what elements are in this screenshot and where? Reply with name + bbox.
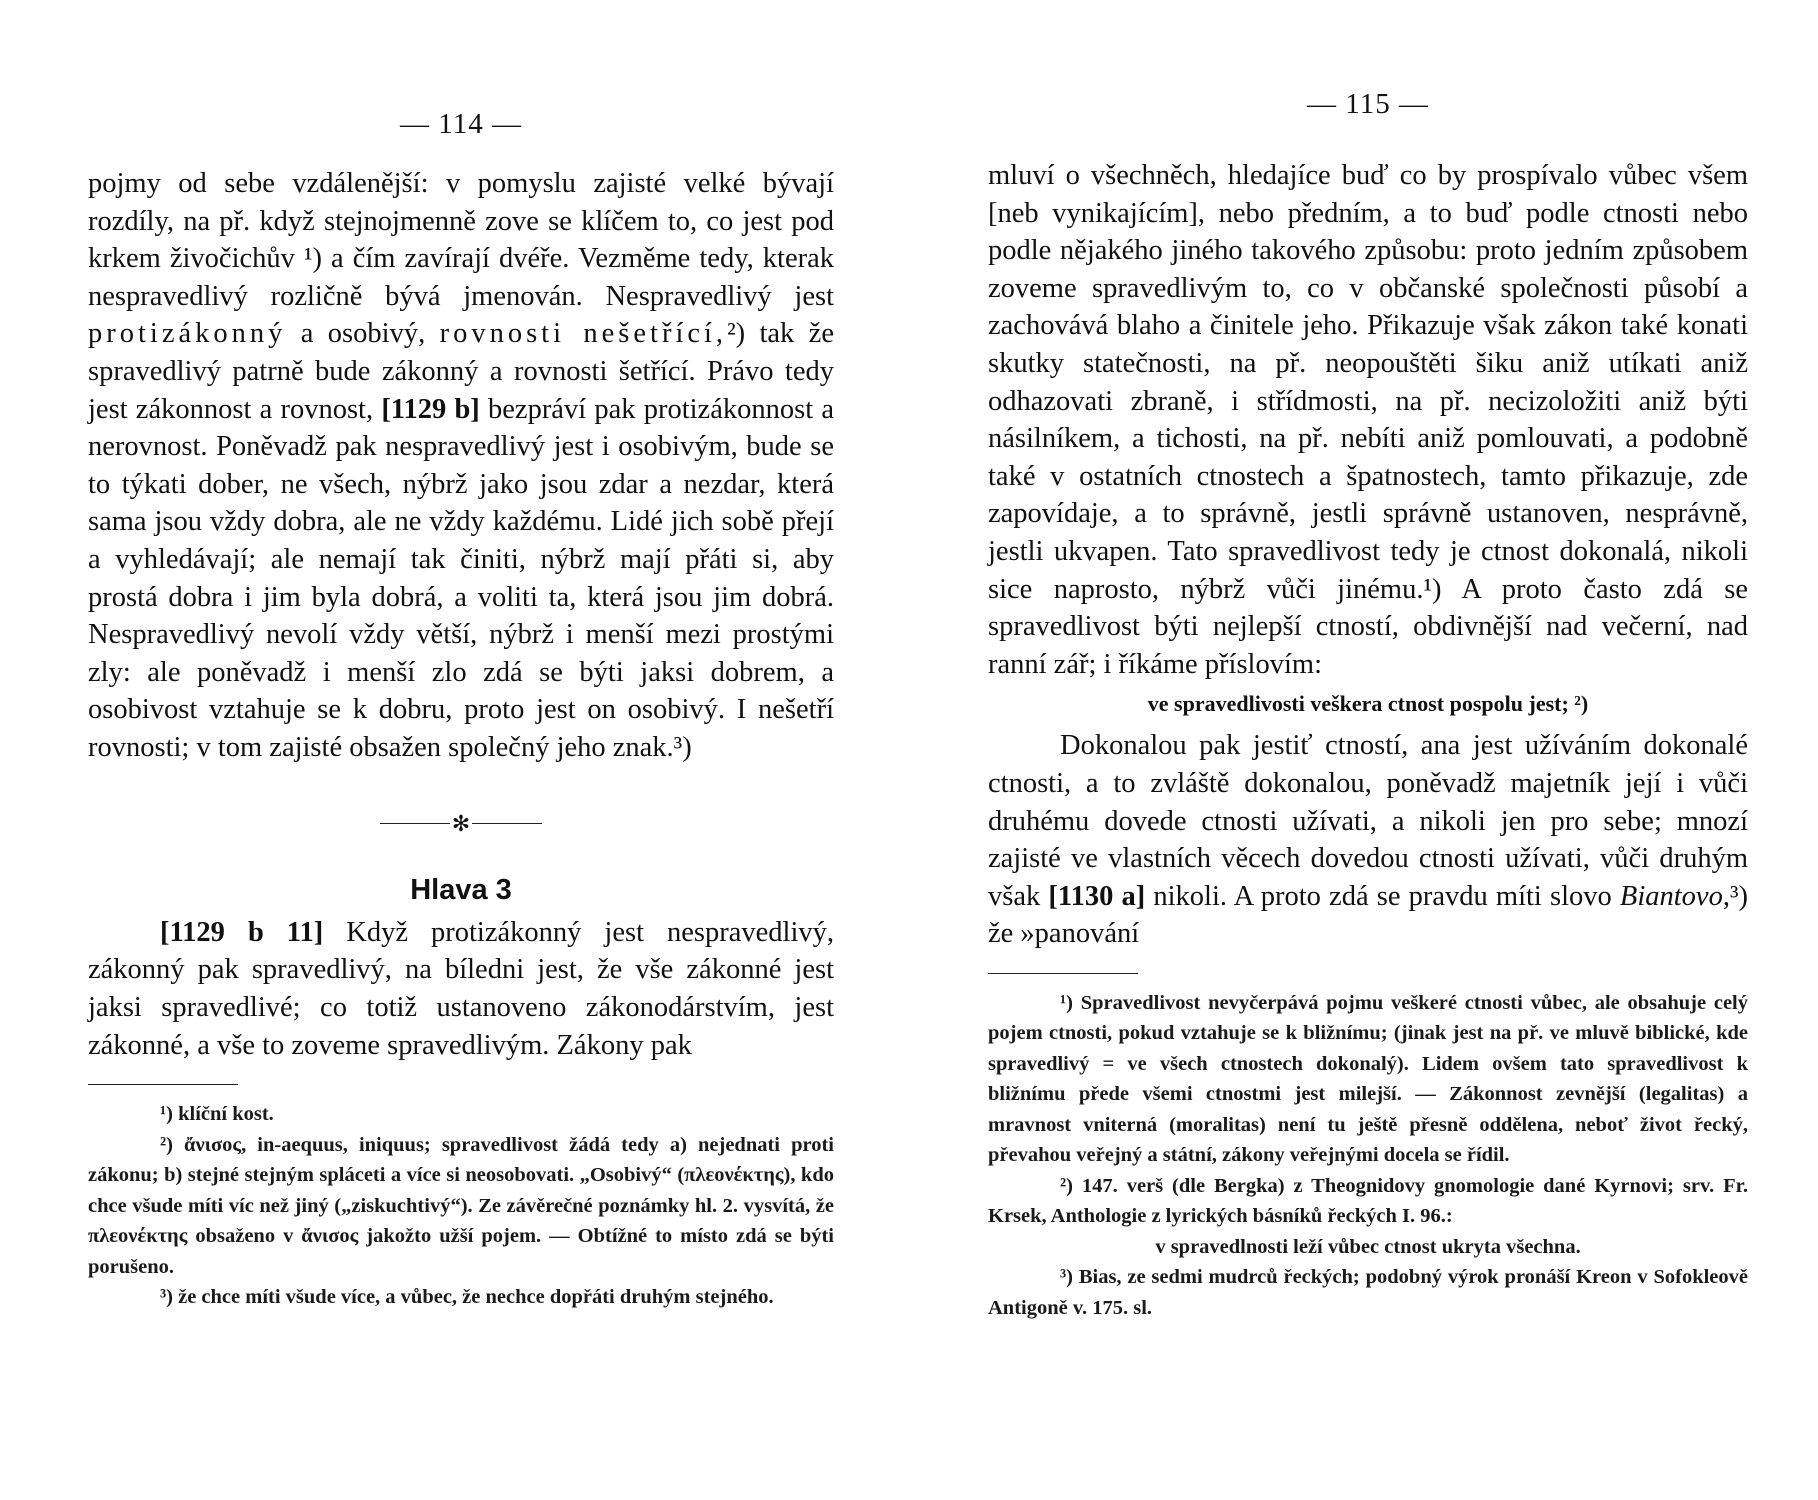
- divider-line: [380, 823, 450, 824]
- left-body-text: [88, 165, 834, 1064]
- footnote-verse: v spravedlnosti leží vůbec ctnost ukryta všechna.: [1155, 1235, 1581, 1258]
- divider-line: [472, 823, 542, 824]
- asterisk-mark: ✻: [451, 810, 471, 836]
- footnote: ²) ἄνισος, in-aequus, iniquus; spravedlivost žádá tedy a) nejednati proti zákonu; b) stejné stejným spláceti a více si neosobovati. „Osobivý“ (πλεονέκτης), kdo chce všude míti víc než jiný („ziskuchtivý“). Ze závěrečné poznámky hl. 2. vysvítá, že πλεονέκτης obsaženo v ἄνισος jakožto užší pojem. — Obtížné to místo zdá se býti porušeno.: [88, 1133, 834, 1278]
- bekker-reference: [1129 b 11]: [160, 916, 324, 948]
- footnote: ¹) Spravedlivost nevyčerpává pojmu veškeré ctnosti vůbec, ale obsahuje celý pojem ctnosti, pokud vztahuje se k bližnímu; (jinak jest na př. ve mluvě biblické, kde spravedlivý = ve všech ctnostech dokonalý). Lidem ovšem tato spravedlivost k bližnímu přede všemi ctnostmi jest milejší. — Zákonnost zevnější (legalitas) a mravnost vniterná (moralitas) není tu ještě přesně oddělena, neboť život řecký, převahou veřejný a státní, zákony veřejnými docela se řídil.: [988, 991, 1748, 1167]
- right-footnotes: [988, 988, 1748, 1324]
- text-run: nikoli. A proto zdá se pravdu míti slovo: [1145, 880, 1620, 912]
- paragraph: [988, 727, 1748, 953]
- text-run: ²) tak že spravedlivý patrně bude zákonný a rovnosti šetřící. Právo tedy jest zákonnost a rovnost,: [88, 318, 834, 425]
- paragraph: [88, 165, 834, 767]
- italic-name: Biantovo: [1619, 880, 1723, 912]
- bekker-reference: [1130 a]: [1048, 880, 1146, 912]
- footnote: ²) 147. verš (dle Bergka) z Theognidovy gnomologie dané Kyrnovi; srv. Fr. Krsek, Anthologie z lyrických básníků řeckých I. 96.:: [988, 1174, 1748, 1228]
- text-run: Když protizákonný jest nespravedlivý, zákonný pak spravedlivý, na bíledni jest, že vše zákonné jest jaksi spravedlivé; co totiž ustanoveno zákonodárstvím, jest zákonné, a vše to zoveme spravedlivým. Zákony pak: [88, 916, 834, 1061]
- footnote-rule: [88, 1084, 238, 1085]
- bekker-reference: [1129 b]: [381, 393, 480, 425]
- left-footnotes: [88, 1099, 834, 1313]
- page-number: — 114 —: [400, 108, 522, 140]
- footnote: ³) Bias, ze sedmi mudrců řeckých; podobný výrok pronáší Kreon v Sofokleově Antigoně v. 175. sl.: [988, 1266, 1748, 1319]
- text-run: pojmy od sebe vzdálenější: v pomyslu zajisté velké bývají rozdíly, na př. když stejnojmenně zove se klíčem to, co jest pod krkem živočichův ¹) a čím zavírají dvéře. Vezměme tedy, kterak nespravedlivý rozličně bývá jmenován. Nespravedlivý jest: [88, 168, 834, 312]
- right-page: [988, 0, 1748, 1323]
- text-run: a osobivý,: [286, 318, 440, 350]
- left-page: [88, 0, 834, 1313]
- emphasized-term: protizákonný: [88, 318, 287, 350]
- footnote: ³) že chce míti všude více, a vůbec, že nechce dopřáti druhým stejného.: [160, 1286, 774, 1309]
- paragraph: mluví o všechněch, hledajíce buď co by prospívalo vůbec všem [neb vynikajícím], nebo předním, a to buď podle ctnosti nebo podle nějakého jiného takového způsobu: proto jedním způsobem zoveme spravedlivým to, co v občanské společnosti působí a zachovává blaho a činitele jeho. Přikazuje však zákon také konati skutky statečnosti, na př. neopouštěti šiku aniž utíkati aniž odhazovati zbraně, i střídmosti, na př. necizoložiti aniž býti násilníkem, a tichosti, na př. nebíti aniž pomlouvati, a podobně také v ostatních ctnostech a špatnostech, tamto přikazuje, zde zapovídaje, a to správně, jestli správně ustanoven, nesprávně, jestli ukvapen. Tato spravedlivost tedy je ctnost dokonalá, nikoli sice naprosto, nýbrž vůči jinému.¹) A proto často zdá se spravedlivost býti nejlepší ctností, obdivnější nad večerní, nad ranní zář; i říkáme příslovím:: [988, 160, 1748, 680]
- text-run: bezpráví pak protizákonnost a nerovnost. Poněvadž pak nespravedlivý jest i osobivým, bude se to týkati dober, ne všech, nýbrž jako jsou zdar a nezdar, která sama jsou vždy dobra, ale ne vždy každému. Lidé jich sobě přejí a vyhledávají; ale nemají tak činiti, nýbrž mají přáti si, aby prostá dobra i jim byla dobrá, a voliti ta, která jsou jim dobrá. Nespravedlivý nevolí vždy větší, nýbrž i menší mezi prostými zly: ale poněvadž i menší zlo zdá se býti jaksi dobrem, a osobivost vztahuje se k dobru, proto jest on osobivý. I nešetří rovnosti; v tom zajisté obsažen společný jeho znak.³): [88, 393, 834, 763]
- text-run: ,³) že »panování: [988, 880, 1748, 950]
- paragraph: [88, 914, 834, 1064]
- quoted-verse: ve spravedlivosti veškera ctnost pospolu jest; ²): [1147, 691, 1589, 717]
- page-number: — 115 —: [1307, 88, 1429, 120]
- footnote: ¹) klíční kost.: [160, 1103, 274, 1126]
- footnote-rule: [988, 973, 1138, 974]
- text-run: Dokonalou pak jestiť ctností, ana jest užíváním dokonalé ctnosti, a to zvláště dokonalou, poněvadž majetník její i vůči druhému dovede ctnosti užívati, a nikoli jen pro sebe; mnozí zajisté ve vlastních věcech dovedou ctnosti užívati, vůči druhým však: [988, 730, 1748, 912]
- emphasized-term: rovnosti nešetřící,: [439, 318, 728, 350]
- section-divider: [88, 803, 834, 843]
- right-body-text: [988, 157, 1748, 953]
- chapter-heading: Hlava 3: [410, 874, 512, 907]
